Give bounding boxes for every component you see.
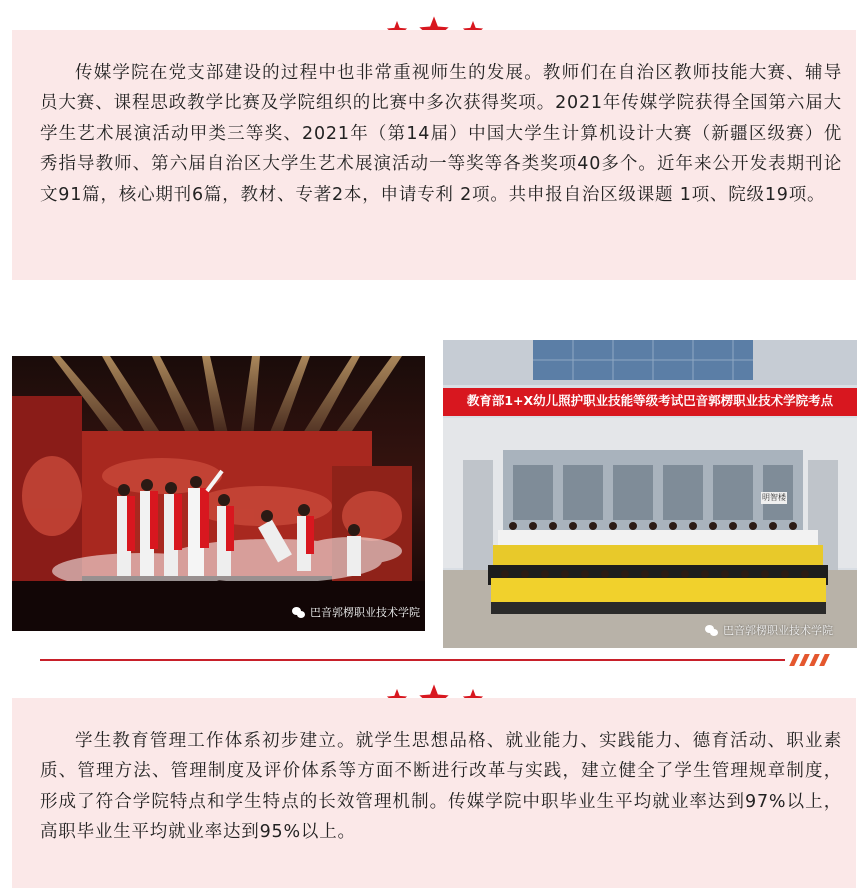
watermark-right bbox=[705, 622, 833, 638]
text-box-student-management bbox=[12, 698, 856, 888]
text-box-achievements bbox=[12, 30, 856, 280]
paragraph-achievements: 传媒学院在党支部建设的过程中也非常重视师生的发展。教师们在自治区教师技能大赛、辅导员大赛、课程思政教学比赛及学院组织的比赛中多次获得奖项。2021年传媒学院获得全国第六届大学生艺术展演活动甲类三等奖、2021年（第14届）中国大学生计算机设计大赛（新疆区级赛）优秀指导教师、第六届自治区大学生艺术展演活动一等奖等各类奖项40多个。近年来公开发表期刊论文91篇，核心期刊6篇，教材、专著2本，申请专利 2项。共申报自治区级课题 1项、院级19项。 bbox=[40, 63, 842, 205]
paragraph-student-management: 学生教育管理工作体系初步建立。就学生思想品格、就业能力、实践能力、德育活动、职业素质、管理方法、管理制度及评价体系等方面不断进行改革与实践，建立健全了学生管理规章制度，形成了符合学院特点和学生特点的长效管理机制。传媒学院中职毕业生平均就业率达到97%以上，高职毕业生平均就业率达到95%以上。 bbox=[40, 731, 842, 843]
watermark-left bbox=[292, 604, 420, 620]
banner-text: 教育部1+X幼儿照护职业技能等级考试巴音郭楞职业技术学院考点 bbox=[466, 393, 834, 408]
section-divider bbox=[40, 659, 785, 661]
photo-stage-performance bbox=[12, 356, 425, 631]
wechat-icon bbox=[292, 607, 306, 618]
photo-group bbox=[443, 340, 857, 648]
wechat-icon bbox=[705, 625, 719, 636]
building-sign: 明智楼 bbox=[762, 493, 786, 502]
stripe-decoration bbox=[786, 654, 836, 666]
watermark-right-text: 巴音郭楞职业技术学院 bbox=[723, 624, 833, 637]
watermark-left-text: 巴音郭楞职业技术学院 bbox=[310, 606, 420, 619]
